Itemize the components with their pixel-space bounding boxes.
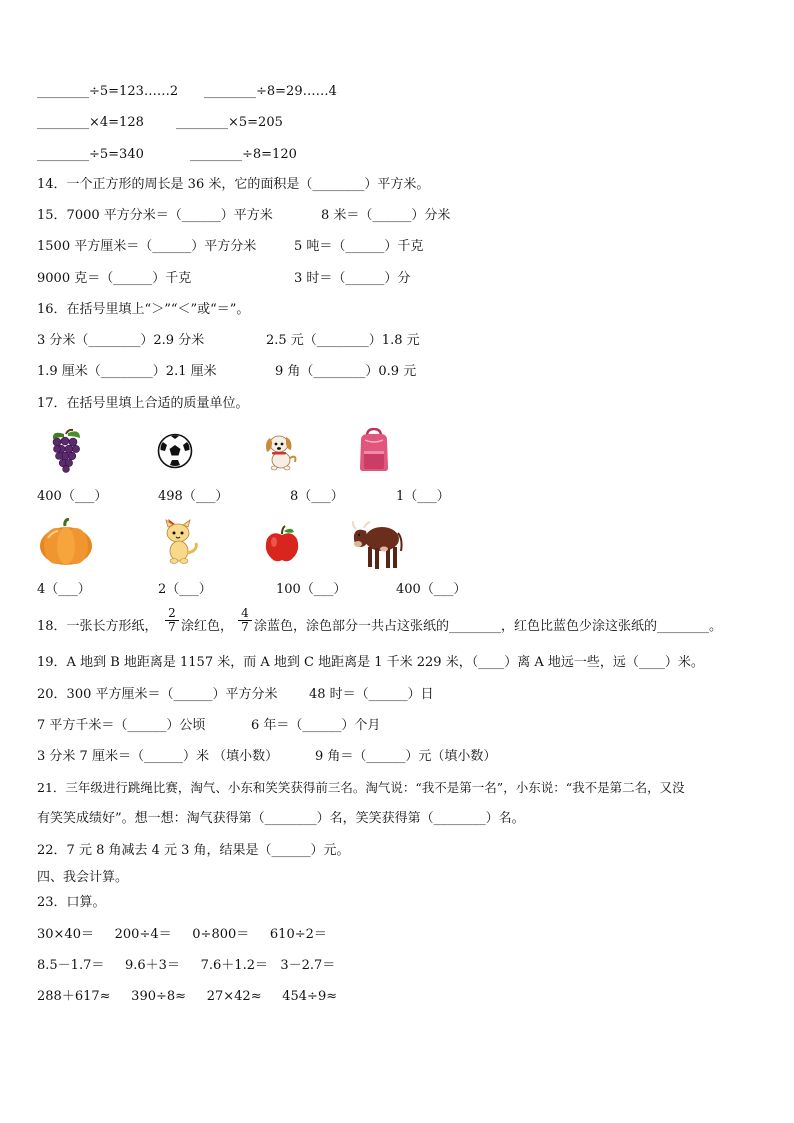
- q23-row2: 8.5－1.7＝ 9.6＋3＝ 7.6＋1.2＝ 3－2.7＝: [37, 958, 336, 973]
- q16-row1-right: 2.5 元（________）1.8 元: [266, 333, 420, 348]
- q20-row2-right: 6 年＝（______）个月: [251, 718, 381, 733]
- fraction-four-sevenths: [238, 607, 252, 634]
- q13-row1-left: ________÷5=123……2: [37, 84, 179, 99]
- grapes-icon: [46, 428, 86, 474]
- q13-row2-right: ________×5=205: [176, 115, 283, 130]
- q15-row2-right: 5 吨＝（______）千克: [294, 239, 424, 254]
- q17-row1-item1: 400（___）: [37, 489, 108, 504]
- fraction-two-sevenths: [165, 607, 179, 634]
- question-14: 14．一个正方形的周长是 36 米，它的面积是（________）平方米。: [37, 177, 430, 192]
- q15-row3-right: 3 时＝（______）分: [294, 271, 411, 286]
- q17-row2-item2: 2（___）: [158, 582, 212, 597]
- soccer-ball-icon: [157, 433, 193, 469]
- question-18-part-c: 涂蓝色，涂色部分一共占这张纸的________，红色比蓝色少涂这张纸的________。: [254, 619, 723, 634]
- q17-row1-item4: 1（___）: [396, 489, 450, 504]
- question-16-title: 16．在括号里填上“＞”“＜”或“＝”。: [37, 302, 250, 317]
- q23-row3: 288＋617≈ 390÷8≈ 27×42≈ 454÷9≈: [37, 989, 338, 1004]
- question-18-part-b: 涂红色，: [181, 619, 234, 634]
- question-21-line1: 21．三年级进行跳绳比赛，淘气、小东和笑笑获得前三名。淘气说：“我不是第一名”，小东说：“我不是第二名，又没: [37, 780, 685, 795]
- question-18-part-a: 18．一张长方形纸，: [37, 619, 158, 634]
- q20-row1-right: 48 时＝（______）日: [309, 687, 434, 702]
- q17-row2-item3: 100（___）: [276, 582, 347, 597]
- q13-row2-left: ________×4=128: [37, 115, 144, 130]
- q17-row1-item2: 498（___）: [158, 489, 229, 504]
- question-19: 19．A 地到 B 地距离是 1157 米，而 A 地到 C 地距离是 1 千米 229 米，（____）离 A 地远一些，远（____）米。: [37, 655, 704, 670]
- q23-row1: 30×40＝ 200÷4＝ 0÷800＝ 610÷2＝: [37, 927, 327, 942]
- q20-row2-left: 7 平方千米＝（______）公顷: [37, 718, 206, 733]
- question-17-title: 17．在括号里填上合适的质量单位。: [37, 396, 249, 411]
- q20-row3-left: 3 分米 7 厘米＝（______）米 （填小数）: [37, 749, 279, 764]
- q13-row3-right: ________÷8=120: [190, 147, 297, 162]
- q16-row1-left: 3 分米（________）2.9 分米: [37, 333, 205, 348]
- q15-row1-right: 8 米＝（______）分米: [321, 208, 451, 223]
- q17-row2-item4: 400（___）: [396, 582, 467, 597]
- q15-row1-left: 15．7000 平方分米＝（______）平方米: [37, 208, 273, 223]
- q16-row2-right: 9 角（________）0.9 元: [275, 364, 417, 379]
- kitten-icon: [160, 519, 202, 565]
- fraction-denominator: 7: [241, 620, 249, 634]
- cow-icon: [350, 513, 404, 573]
- section-4-heading: 四、我会计算。: [37, 870, 129, 885]
- q20-row1-left: 20．300 平方厘米＝（______）平方分米: [37, 687, 278, 702]
- backpack-icon: [355, 428, 393, 472]
- pumpkin-icon: [38, 518, 94, 566]
- fraction-denominator: 7: [168, 620, 176, 634]
- q20-row3-right: 9 角＝（______）元（填小数）: [315, 749, 497, 764]
- q16-row2-left: 1.9 厘米（________）2.1 厘米: [37, 364, 217, 379]
- q17-row1-item3: 8（___）: [290, 489, 344, 504]
- puppy-icon: [262, 430, 300, 472]
- q15-row2-left: 1500 平方厘米＝（______）平方分米: [37, 239, 257, 254]
- q17-row2-item1: 4（___）: [37, 582, 91, 597]
- q13-row3-left: ________÷5=340: [37, 147, 144, 162]
- fraction-numerator: 4: [238, 607, 252, 621]
- fraction-numerator: 2: [165, 607, 179, 621]
- question-21-line2: 有笑笑成绩好”。想一想：淘气获得第（________）名，笑笑获得第（________）名。: [37, 811, 525, 826]
- q15-row3-left: 9000 克＝（______）千克: [37, 271, 192, 286]
- apple-icon: [264, 525, 300, 563]
- q13-row1-right: ________÷8=29……4: [204, 84, 337, 99]
- question-23-title: 23．口算。: [37, 895, 106, 910]
- question-22: 22．7 元 8 角减去 4 元 3 角，结果是（______）元。: [37, 843, 350, 858]
